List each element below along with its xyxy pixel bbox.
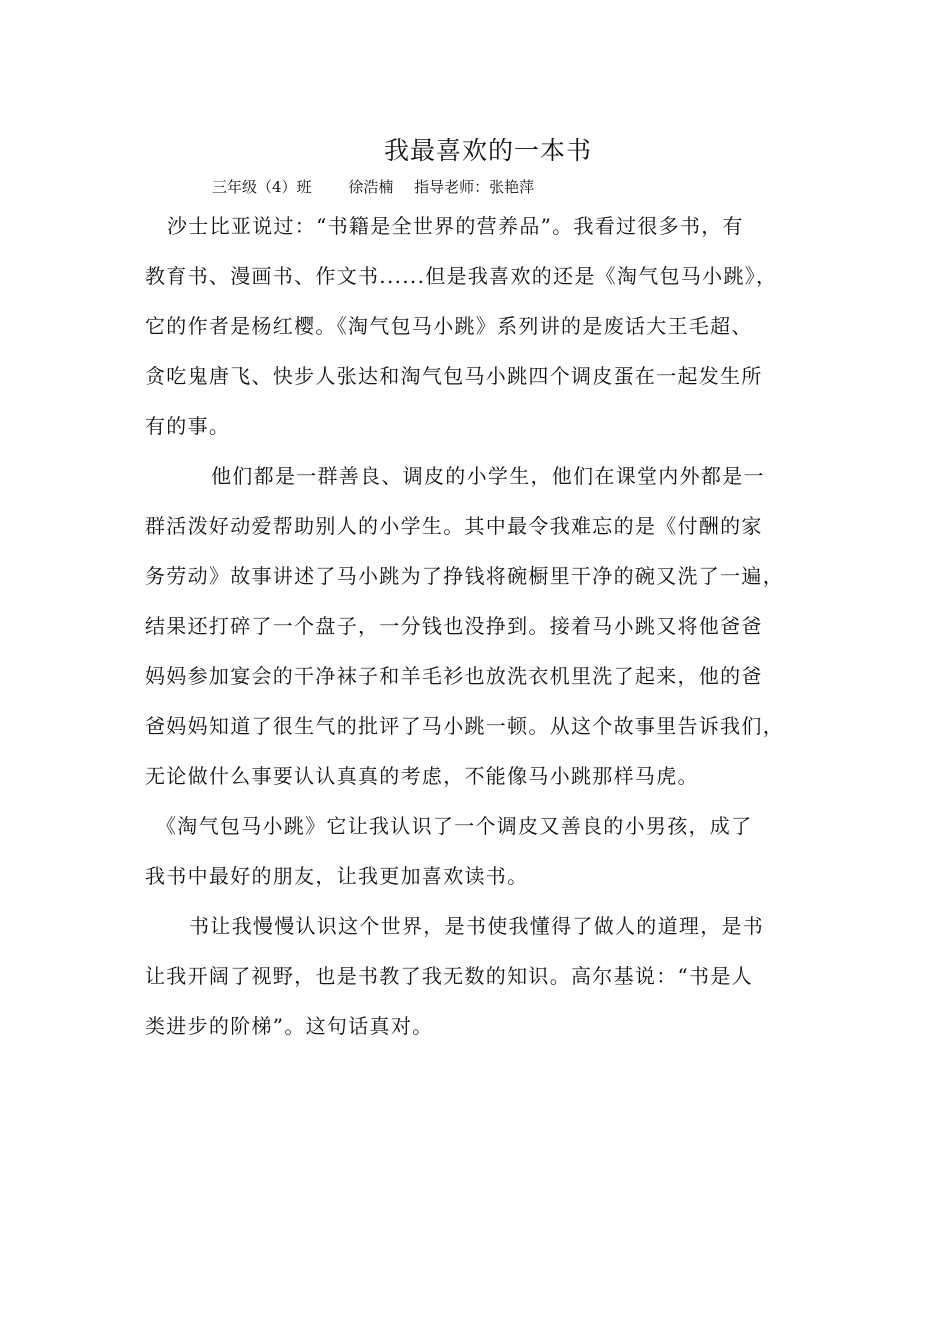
byline xyxy=(212,176,534,198)
text-line: 我书中最好的朋友，让我更加喜欢读书。 xyxy=(145,864,529,888)
teacher-name: 指导老师：张艳萍 xyxy=(414,178,535,196)
text-line: 让我开阔了视野，也是书教了我无数的知识。高尔基说：“书是人 xyxy=(145,964,753,988)
text-line: 类进步的阶梯”。这句话真对。 xyxy=(145,1014,434,1038)
text-line: 无论做什么事要认认真真的考虑，不能像马小跳那样马虎。 xyxy=(145,764,699,788)
document-title: 我最喜欢的一本书 xyxy=(383,136,592,165)
text-line: 书让我慢慢认识这个世界，是书使我懂得了做人的道理，是书 xyxy=(189,914,765,938)
text-line: 群活泼好动爱帮助别人的小学生。其中最令我难忘的是《付酬的家 xyxy=(145,514,763,538)
text-line: 沙士比亚说过：“书籍是全世界的营养品”。我看过很多书，有 xyxy=(167,214,744,238)
text-line: 爸妈妈知道了很生气的批评了马小跳一顿。从这个故事里告诉我们， xyxy=(145,714,784,738)
text-line: 它的作者是杨红樱。《淘气包马小跳》系列讲的是废话大王毛超、 xyxy=(145,314,753,338)
text-line: 务劳动》故事讲述了马小跳为了挣钱将碗橱里干净的碗又洗了一遍， xyxy=(145,564,784,588)
text-line: 他们都是一群善良、调皮的小学生，他们在课堂内外都是一 xyxy=(211,464,765,488)
text-line: 结果还打碎了一个盘子，一分钱也没挣到。接着马小跳又将他爸爸 xyxy=(145,614,763,638)
text-line: 贪吃鬼唐飞、快步人张达和淘气包马小跳四个调皮蛋在一起发生所 xyxy=(145,364,763,388)
text-line: 教育书、漫画书、作文书......但是我喜欢的还是《淘气包马小跳》， xyxy=(145,264,778,288)
text-line: 《淘气包马小跳》它让我认识了一个调皮又善良的小男孩，成了 xyxy=(156,814,753,838)
class-name: 三年级（4）班 xyxy=(212,178,312,196)
text-line: 有的事。 xyxy=(145,414,231,438)
author-name: 徐浩楠 xyxy=(348,178,394,196)
text-line: 妈妈参加宴会的干净袜子和羊毛衫也放洗衣机里洗了起来，他的爸 xyxy=(145,664,763,688)
